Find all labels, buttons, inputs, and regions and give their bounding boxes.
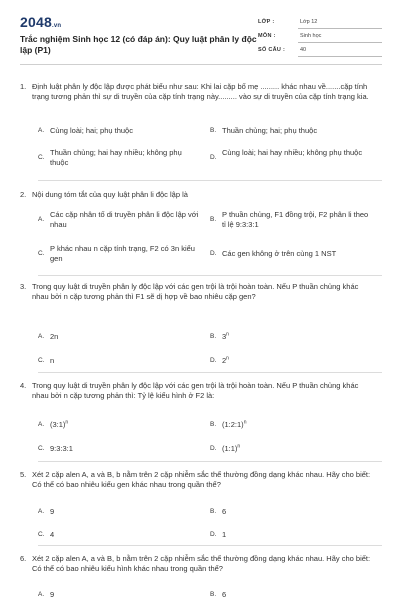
option-letter: D. xyxy=(210,154,217,161)
option-text: Các gen không ở trên cùng 1 NST xyxy=(222,249,337,258)
option-text xyxy=(222,356,372,366)
option-text xyxy=(50,332,200,342)
divider xyxy=(298,56,382,57)
divider xyxy=(298,42,382,43)
question-text: Nội dung tóm tắt của quy luật phân li độc lập là xyxy=(32,190,188,199)
option-text: P khác nhau n cặp tính trạng, F2 có 3n kiểu gen xyxy=(50,244,195,263)
meta-row-subject xyxy=(258,30,382,44)
option-letter: B. xyxy=(210,127,217,134)
option-text: Thuần chủng; hai hay nhiều; không phụ thuộc xyxy=(50,148,182,167)
meta-row-count xyxy=(258,44,382,58)
option-letter: D. xyxy=(210,531,217,538)
question-text: Trong quy luật di truyền phân ly độc lập với các gen trội là trội hoàn toàn. Nếu P thuần chủng khác nhau bởi n cặp tương phản thì: Tỷ lệ kiểu hình ở F2 là: xyxy=(32,381,359,400)
question-number: 2. xyxy=(20,190,27,199)
option-letter: A. xyxy=(38,421,45,428)
option-text: P thuần chủng, F1 đồng trội, F2 phân li theo tỉ lệ 9:3:3:1 xyxy=(222,210,369,229)
question-number: 6. xyxy=(20,554,27,563)
site-logo[interactable] xyxy=(20,14,61,30)
divider xyxy=(38,180,382,181)
meta-info xyxy=(258,16,382,58)
page-header xyxy=(20,14,382,66)
option-letter: B. xyxy=(210,591,217,598)
option-letter: C. xyxy=(38,531,45,538)
logo-suffix: .vn xyxy=(51,23,62,29)
meta-value: Sinh học xyxy=(300,33,322,39)
option-letter: A. xyxy=(38,127,45,134)
meta-key: MÔN : xyxy=(258,33,276,39)
option-value: 9:3:3:1 xyxy=(50,444,73,453)
meta-key: SỐ CÂU : xyxy=(258,47,286,53)
logo-main: 2048 xyxy=(20,14,52,30)
option-text: 6 xyxy=(222,507,227,516)
option-value: 2 xyxy=(222,356,227,365)
question-number: 1. xyxy=(20,82,27,91)
option-text xyxy=(222,332,372,342)
option-value: n xyxy=(50,356,55,365)
option-exponent: n xyxy=(65,419,69,426)
option-exponent: n xyxy=(226,355,229,362)
option-letter: C. xyxy=(38,250,45,257)
divider xyxy=(38,372,382,373)
option-text xyxy=(50,444,200,454)
question-number: 3. xyxy=(20,282,27,291)
option-text: 9 xyxy=(50,507,55,516)
option-letter: B. xyxy=(210,333,217,340)
option-letter: D. xyxy=(210,357,217,364)
question-text: Định luật phân ly độc lập được phát biểu như sau: Khi lai cặp bố mẹ ......... khác nhau về.......cặp tính trạng tương phản thì sự di truyền của cặp tính trạng này......... vào sự di truyền của cặp tính trạng kia. xyxy=(32,82,369,101)
option-exponent: n xyxy=(226,331,229,338)
option-letter: D. xyxy=(210,445,217,452)
option-text: 1 xyxy=(222,530,227,539)
question-number: 4. xyxy=(20,381,27,390)
question-text: Xét 2 cặp alen A, a và B, b nằm trên 2 cặp nhiễm sắc thể thường đồng dạng khác nhau. Hãy cho biết: Có thể có bao nhiêu kiểu gen khác nhau trong quần thể? xyxy=(32,470,371,489)
divider xyxy=(38,461,382,462)
option-text xyxy=(50,356,200,366)
option-letter: A. xyxy=(38,591,45,598)
option-text: 9 xyxy=(50,590,55,599)
page-title: Trắc nghiệm Sinh học 12 (có đáp án): Quy luật phân ly độc lập (P1) xyxy=(20,34,257,55)
option-letter: A. xyxy=(38,333,45,340)
divider xyxy=(38,545,382,546)
option-letter: A. xyxy=(38,216,45,223)
option-value: 2n xyxy=(50,332,59,341)
option-value: (1:2:1) xyxy=(222,420,244,429)
option-value: (3:1) xyxy=(50,420,66,429)
option-text: 4 xyxy=(50,530,55,539)
option-text: Cùng loài; hai; phụ thuộc xyxy=(50,126,133,135)
question-number: 5. xyxy=(20,470,27,479)
option-letter: D. xyxy=(210,250,217,257)
option-text xyxy=(222,444,372,454)
option-value: (1:1) xyxy=(222,444,238,453)
option-text: Cùng loài; hai hay nhiều; không phụ thuộc xyxy=(222,148,363,157)
option-letter: B. xyxy=(210,421,217,428)
meta-value: Lớp 12 xyxy=(300,19,318,25)
option-value: 3 xyxy=(222,332,227,341)
divider xyxy=(38,275,382,276)
option-letter: C. xyxy=(38,154,45,161)
option-letter: C. xyxy=(38,357,45,364)
question-text: Trong quy luật di truyền phân ly độc lập với các gen trội là trội hoàn toàn. Nếu P thuần chủng khác nhau bởi n cặp tương phản thì F1 sẽ dị hợp về bao nhiêu cặp gen? xyxy=(32,282,359,301)
option-letter: C. xyxy=(38,445,45,452)
option-exponent: n xyxy=(243,419,247,426)
option-letter: B. xyxy=(210,216,217,223)
option-letter: A. xyxy=(38,508,45,515)
option-text xyxy=(222,420,372,430)
header-divider xyxy=(20,64,382,65)
option-text: 6 xyxy=(222,590,227,599)
option-exponent: n xyxy=(237,443,241,450)
meta-value: 40 xyxy=(300,47,307,53)
meta-key: LỚP : xyxy=(258,19,275,25)
divider xyxy=(298,28,382,29)
question-text: Xét 2 cặp alen A, a và B, b nằm trên 2 cặp nhiễm sắc thể thường đồng dạng khác nhau. Hãy cho biết: Có thể có bao nhiêu kiểu hình khác nhau trong quần thể? xyxy=(32,554,371,573)
option-text xyxy=(50,420,200,430)
option-text: Thuần chủng; hai; phụ thuộc xyxy=(222,126,318,135)
option-letter: B. xyxy=(210,508,217,515)
meta-row-class xyxy=(258,16,382,30)
option-text: Các cặp nhân tố di truyền phân li độc lập với nhau xyxy=(50,210,199,229)
